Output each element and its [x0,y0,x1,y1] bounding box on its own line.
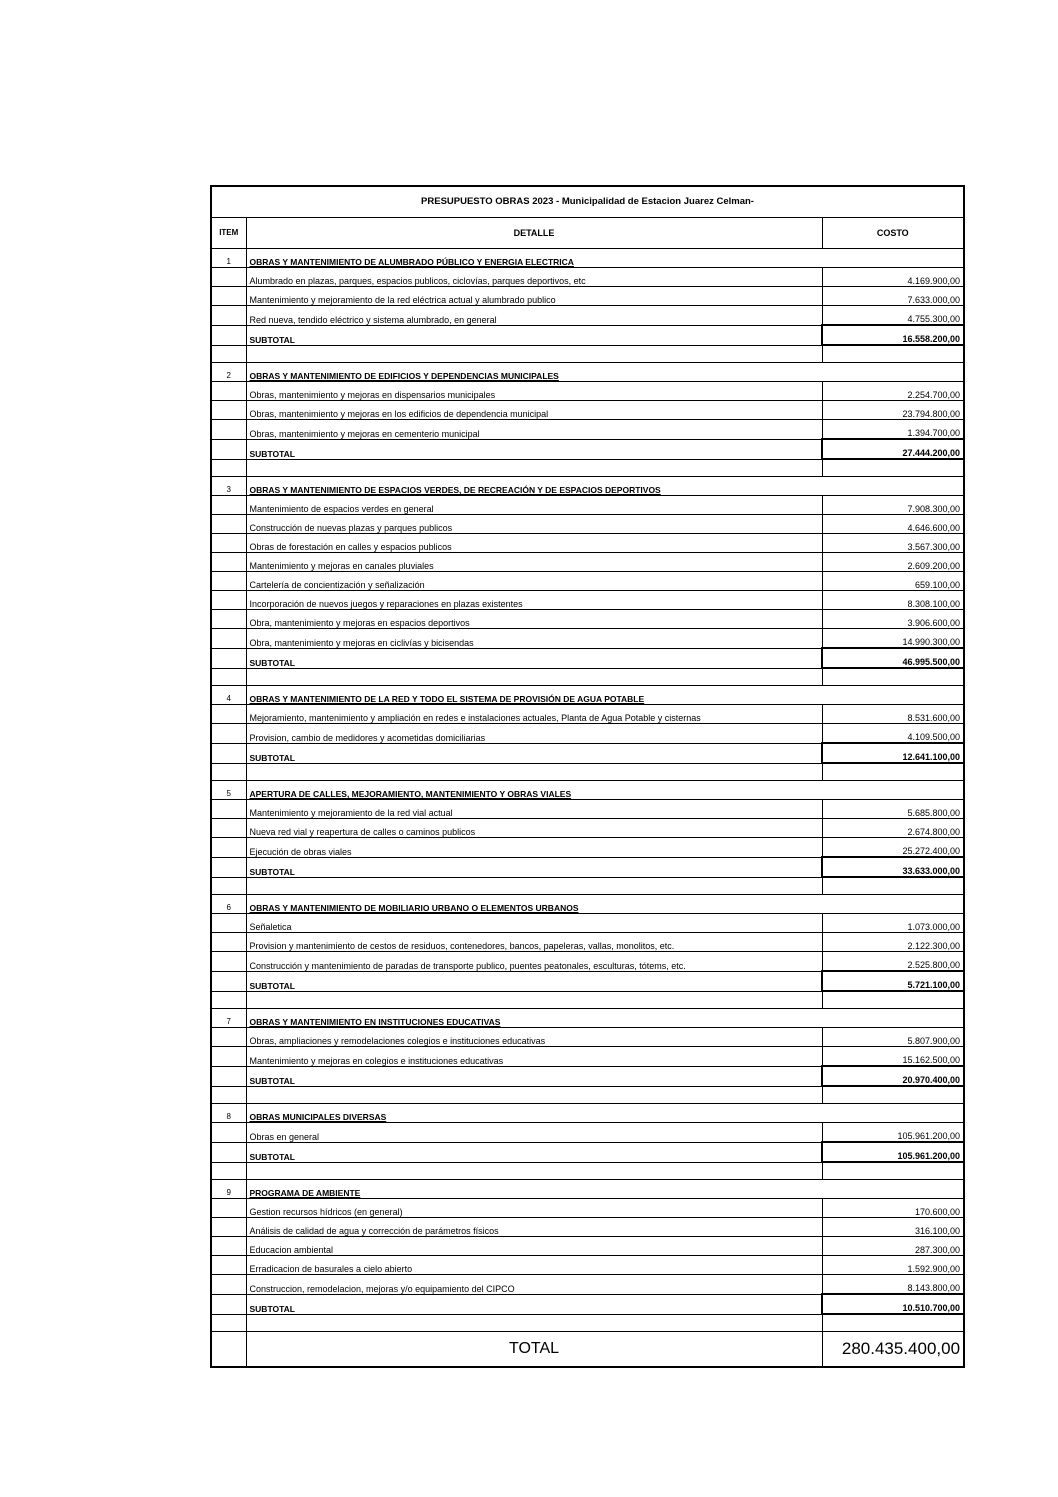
blank-cell [211,345,246,363]
section-cost-empty [822,363,964,382]
blank-cell [211,763,246,781]
item-cell-empty [211,534,246,553]
blank-cell [211,877,246,895]
blank-row [211,877,964,895]
subtotal-row [211,971,964,991]
item-description: Provision y mantenimiento de cestos de residuos, contenedores, bancos, papeleras, vallas, monolitos, etc. [246,933,822,952]
subtotal-item-empty [211,1294,246,1314]
item-description: Incorporación de nuevos juegos y reparaciones en plazas existentes [246,591,822,610]
table-row [211,287,964,306]
item-cost: 170.600,00 [822,1199,964,1218]
item-description: Obras, ampliaciones y remodelaciones colegios e instituciones educativas [246,1028,822,1047]
section-number: 6 [211,895,246,914]
item-cost: 8.143.800,00 [822,1275,964,1295]
item-cost: 8.308.100,00 [822,591,964,610]
table-row [211,572,964,591]
item-description: Educacion ambiental [246,1237,822,1256]
subtotal-value: 105.961.200,00 [822,1142,964,1162]
subtotal-label: SUBTOTAL [246,1294,822,1314]
subtotal-value: 27.444.200,00 [822,439,964,459]
blank-cell [822,345,964,363]
item-cost: 5.807.900,00 [822,1028,964,1047]
item-cost: 4.109.500,00 [822,724,964,744]
section-title: OBRAS Y MANTENIMIENTO DE MOBILIARIO URBANO O ELEMENTOS URBANOS [246,895,822,914]
item-cell-empty [211,1256,246,1275]
section-title: OBRAS Y MANTENIMIENTO DE ESPACIOS VERDES, DE RECREACIÓN Y DE ESPACIOS DEPORTIVOS [246,477,822,496]
blank-cell [822,668,964,686]
item-description: Obra, mantenimiento y mejoras en ciclivías y bicisendas [246,629,822,649]
item-cell-empty [211,268,246,287]
blank-row [211,1314,964,1332]
item-cost: 2.122.300,00 [822,933,964,952]
blank-cell [246,991,822,1009]
table-row [211,952,964,972]
table-row [211,553,964,572]
blank-cell [246,459,822,477]
item-description: Mejoramiento, mantenimiento y ampliación en redes e instalaciones actuales, Planta de Agua Potable y cisternas [246,705,822,724]
header-costo: COSTO [822,218,964,249]
blank-row [211,668,964,686]
blank-cell [211,668,246,686]
table-row [211,1256,964,1275]
item-cost: 7.908.300,00 [822,496,964,515]
section-header-row [211,1104,964,1123]
blank-cell [822,877,964,895]
section-title: OBRAS Y MANTENIMIENTO DE ALUMBRADO PÚBLICO Y ENERGIA ELECTRICA [246,249,822,268]
item-cost: 1.073.000,00 [822,914,964,933]
item-cost: 5.685.800,00 [822,800,964,819]
item-cell-empty [211,800,246,819]
section-number: 7 [211,1009,246,1028]
table-row [211,705,964,724]
item-description: Obras de forestación en calles y espacios publicos [246,534,822,553]
section-cost-empty [822,477,964,496]
subtotal-item-empty [211,648,246,668]
subtotal-item-empty [211,1066,246,1086]
subtotal-item-empty [211,1142,246,1162]
item-cost: 105.961.200,00 [822,1123,964,1143]
item-description: Obras en general [246,1123,822,1143]
subtotal-label: SUBTOTAL [246,857,822,877]
item-description: Análisis de calidad de agua y corrección de parámetros físicos [246,1218,822,1237]
subtotal-label: SUBTOTAL [246,743,822,763]
header-detalle: DETALLE [246,218,822,249]
item-description: Gestion recursos hídricos (en general) [246,1199,822,1218]
item-cost: 1.592.900,00 [822,1256,964,1275]
item-description: Red nueva, tendido eléctrico y sistema alumbrado, en general [246,306,822,326]
subtotal-item-empty [211,325,246,345]
item-cell-empty [211,933,246,952]
subtotal-value: 20.970.400,00 [822,1066,964,1086]
blank-cell [246,763,822,781]
section-title: PROGRAMA DE AMBIENTE [246,1180,822,1199]
item-cell-empty [211,1237,246,1256]
blank-row [211,991,964,1009]
item-cost: 2.254.700,00 [822,382,964,401]
subtotal-row [211,1142,964,1162]
blank-cell [211,1086,246,1104]
subtotal-row [211,1066,964,1086]
item-description: Cartelería de concientización y señalización [246,572,822,591]
blank-row [211,763,964,781]
subtotal-label: SUBTOTAL [246,971,822,991]
section-number: 9 [211,1180,246,1199]
table-row [211,1199,964,1218]
section-cost-empty [822,1009,964,1028]
item-cost: 4.169.900,00 [822,268,964,287]
blank-cell [246,877,822,895]
item-description: Construccion, remodelacion, mejoras y/o equipamiento del CIPCO [246,1275,822,1295]
subtotal-value: 33.633.000,00 [822,857,964,877]
item-description: Señaletica [246,914,822,933]
section-header-row [211,1009,964,1028]
item-cost: 14.990.300,00 [822,629,964,649]
section-title: OBRAS Y MANTENIMIENTO DE EDIFICIOS Y DEPENDENCIAS MUNICIPALES [246,363,822,382]
subtotal-row [211,1294,964,1314]
table-row [211,1028,964,1047]
item-cost: 3.567.300,00 [822,534,964,553]
item-cost: 2.525.800,00 [822,952,964,972]
item-cell-empty [211,1047,246,1067]
section-cost-empty [822,1180,964,1199]
table-row [211,268,964,287]
item-cell-empty [211,572,246,591]
item-cost: 659.100,00 [822,572,964,591]
subtotal-row [211,857,964,877]
subtotal-label: SUBTOTAL [246,1142,822,1162]
section-cost-empty [822,1104,964,1123]
table-row [211,420,964,440]
table-row [211,1275,964,1295]
table-row [211,591,964,610]
table-row [211,401,964,420]
table-row [211,933,964,952]
item-cell-empty [211,819,246,838]
section-number: 5 [211,781,246,800]
item-cost: 25.272.400,00 [822,838,964,858]
item-description: Nueva red vial y reapertura de calles o caminos publicos [246,819,822,838]
table-row [211,1123,964,1143]
section-header-row [211,1180,964,1199]
blank-cell [822,1314,964,1332]
blank-cell [822,763,964,781]
table-row [211,819,964,838]
item-cost: 2.609.200,00 [822,553,964,572]
blank-cell [211,1162,246,1180]
item-description: Erradicacion de basurales a cielo abierto [246,1256,822,1275]
item-cell-empty [211,914,246,933]
subtotal-item-empty [211,743,246,763]
section-title: APERTURA DE CALLES, MEJORAMIENTO, MANTENIMIENTO Y OBRAS VIALES [246,781,822,800]
subtotal-row [211,648,964,668]
section-header-row [211,477,964,496]
header-item: ITEM [211,218,246,249]
item-cell-empty [211,553,246,572]
table-title: PRESUPUESTO OBRAS 2023 - Municipalidad de Estacion Juarez Celman- [211,186,964,218]
item-description: Mantenimiento de espacios verdes en general [246,496,822,515]
subtotal-value: 12.641.100,00 [822,743,964,763]
table-row [211,914,964,933]
item-description: Obra, mantenimiento y mejoras en espacios deportivos [246,610,822,629]
section-header-row [211,895,964,914]
blank-row [211,459,964,477]
section-header-row [211,363,964,382]
blank-row [211,1162,964,1180]
blank-cell [246,345,822,363]
blank-cell [822,1086,964,1104]
item-cost: 4.646.600,00 [822,515,964,534]
subtotal-label: SUBTOTAL [246,325,822,345]
section-header-row [211,249,964,268]
item-cell-empty [211,287,246,306]
item-cell-empty [211,382,246,401]
table-row [211,1218,964,1237]
item-cell-empty [211,420,246,440]
blank-cell [246,1086,822,1104]
item-cell-empty [211,629,246,649]
section-number: 4 [211,686,246,705]
blank-cell [822,459,964,477]
item-cell-empty [211,610,246,629]
item-cost: 7.633.000,00 [822,287,964,306]
subtotal-row [211,325,964,345]
section-cost-empty [822,781,964,800]
item-description: Alumbrado en plazas, parques, espacios publicos, ciclovías, parques deportivos, etc [246,268,822,287]
section-number: 3 [211,477,246,496]
blank-cell [211,991,246,1009]
blank-cell [822,991,964,1009]
item-cell-empty [211,1123,246,1143]
item-description: Mantenimiento y mejoras en canales pluviales [246,553,822,572]
table-row [211,800,964,819]
table-row [211,838,964,858]
item-cell-empty [211,1218,246,1237]
subtotal-row [211,743,964,763]
item-description: Obras, mantenimiento y mejoras en dispensarios municipales [246,382,822,401]
item-description: Mantenimiento y mejoramiento de la red vial actual [246,800,822,819]
table-row [211,496,964,515]
section-header-row [211,781,964,800]
total-label: TOTAL [246,1332,822,1368]
table-row [211,1047,964,1067]
item-description: Provision, cambio de medidores y acometidas domiciliarias [246,724,822,744]
item-cell-empty [211,724,246,744]
section-cost-empty [822,895,964,914]
blank-cell [246,668,822,686]
section-cost-empty [822,249,964,268]
blank-cell [246,1162,822,1180]
table-row [211,724,964,744]
section-cost-empty [822,686,964,705]
item-description: Mantenimiento y mejoras en colegios e instituciones educativas [246,1047,822,1067]
subtotal-value: 46.995.500,00 [822,648,964,668]
table-row [211,382,964,401]
header-row [211,218,964,249]
total-item-empty [211,1332,246,1368]
subtotal-label: SUBTOTAL [246,648,822,668]
subtotal-label: SUBTOTAL [246,1066,822,1086]
section-header-row [211,686,964,705]
item-cost: 8.531.600,00 [822,705,964,724]
item-description: Mantenimiento y mejoramiento de la red eléctrica actual y alumbrado publico [246,287,822,306]
item-cell-empty [211,1028,246,1047]
item-description: Construcción y mantenimiento de paradas de transporte publico, puentes peatonales, esculturas, tótems, etc. [246,952,822,972]
item-description: Obras, mantenimiento y mejoras en los edificios de dependencia municipal [246,401,822,420]
table-row [211,610,964,629]
section-number: 8 [211,1104,246,1123]
item-cost: 23.794.800,00 [822,401,964,420]
item-description: Construcción de nuevas plazas y parques publicos [246,515,822,534]
item-cost: 316.100,00 [822,1218,964,1237]
section-title: OBRAS Y MANTENIMIENTO DE LA RED Y TODO EL SISTEMA DE PROVISIÓN DE AGUA POTABLE [246,686,822,705]
item-cell-empty [211,496,246,515]
blank-cell [211,1314,246,1332]
item-cell-empty [211,705,246,724]
subtotal-item-empty [211,857,246,877]
item-cell-empty [211,401,246,420]
title-row [211,186,964,218]
table-row [211,306,964,326]
section-title: OBRAS MUNICIPALES DIVERSAS [246,1104,822,1123]
table-row [211,534,964,553]
item-cell-empty [211,591,246,610]
item-cost: 4.755.300,00 [822,306,964,326]
subtotal-value: 16.558.200,00 [822,325,964,345]
section-title: OBRAS Y MANTENIMIENTO EN INSTITUCIONES EDUCATIVAS [246,1009,822,1028]
item-cell-empty [211,306,246,326]
blank-row [211,345,964,363]
subtotal-value: 5.721.100,00 [822,971,964,991]
table-row [211,629,964,649]
item-cost: 287.300,00 [822,1237,964,1256]
subtotal-label: SUBTOTAL [246,439,822,459]
blank-cell [246,1314,822,1332]
blank-row [211,1086,964,1104]
item-cost: 15.162.500,00 [822,1047,964,1067]
item-cost: 3.906.600,00 [822,610,964,629]
item-description: Obras, mantenimiento y mejoras en cementerio municipal [246,420,822,440]
subtotal-item-empty [211,439,246,459]
item-cell-empty [211,838,246,858]
subtotal-item-empty [211,971,246,991]
total-row [211,1332,964,1368]
section-number: 2 [211,363,246,382]
item-cell-empty [211,952,246,972]
section-number: 1 [211,249,246,268]
subtotal-row [211,439,964,459]
budget-table [210,185,965,1368]
total-value: 280.435.400,00 [822,1332,964,1368]
table-row [211,515,964,534]
item-cell-empty [211,515,246,534]
item-cost: 1.394.700,00 [822,420,964,440]
item-cost: 2.674.800,00 [822,819,964,838]
item-description: Ejecución de obras viales [246,838,822,858]
subtotal-value: 10.510.700,00 [822,1294,964,1314]
blank-cell [211,459,246,477]
blank-cell [822,1162,964,1180]
item-cell-empty [211,1199,246,1218]
item-cell-empty [211,1275,246,1295]
table-row [211,1237,964,1256]
